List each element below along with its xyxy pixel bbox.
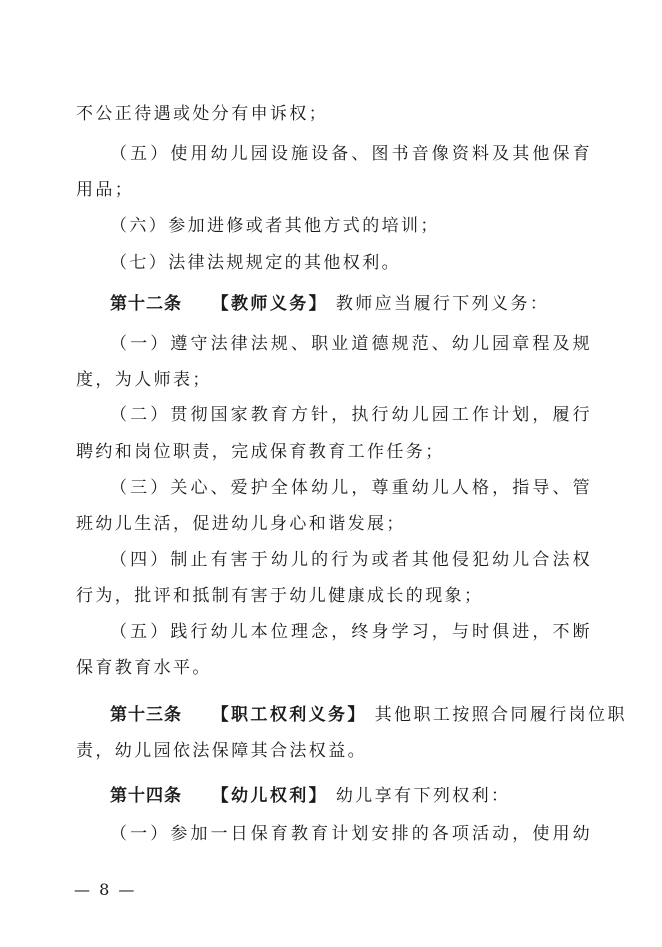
text-line: （五）践行幼儿本位理念，终身学习，与时俱进，不断 [110,622,592,642]
text-line: 保育教育水平。 [76,658,212,678]
text-line: （二）贯彻国家教育方针，执行幼儿园工作计划，履行 [110,405,592,425]
article-14-line [110,784,592,808]
article-text: 教师应当履行下列义务： [335,294,550,314]
article-text: 其他职工按照合同履行岗位职 [374,705,627,725]
text-line: 班幼儿生活，促进幼儿身心和谐发展； [76,514,406,534]
text-line: 责，幼儿园依法保障其合法权益。 [76,741,367,761]
article-12-line [110,292,592,316]
page-number: — 8 — [74,880,137,899]
article-13-line [110,703,627,727]
text-line: （五）使用幼儿园设施设备、图书音像资料及其他保育 [110,144,592,164]
article-number: 第十三条 [110,705,182,725]
text-line: 行为，批评和抵制有害于幼儿健康成长的现象； [76,586,484,606]
article-title: 【幼儿权利】 [211,786,329,806]
text-line: （一）遵守法律法规、职业道德规范、幼儿园章程及规 [110,334,592,354]
article-title: 【职工权利义务】 [211,705,367,725]
text-line: 聘约和岗位职责，完成保育教育工作任务； [76,442,445,462]
article-text: 幼儿享有下列权利： [335,786,511,806]
text-line: 用品； [76,180,135,200]
text-line: （六）参加进修或者其他方式的培训； [110,216,440,236]
text-line: （三）关心、爱护全体幼儿，尊重幼儿人格，指导、管 [110,478,592,498]
text-line: （四）制止有害于幼儿的行为或者其他侵犯幼儿合法权 [110,550,592,570]
article-number: 第十四条 [110,786,182,806]
text-line: （七）法律法规规定的其他权利。 [110,253,401,273]
text-line: 不公正待遇或处分有申诉权； [76,104,329,124]
text-line: 度，为人师表； [76,370,212,390]
article-number: 第十二条 [110,294,182,314]
text-line: （一）参加一日保育教育计划安排的各项活动，使用幼 [110,824,592,844]
article-title: 【教师义务】 [211,294,329,314]
